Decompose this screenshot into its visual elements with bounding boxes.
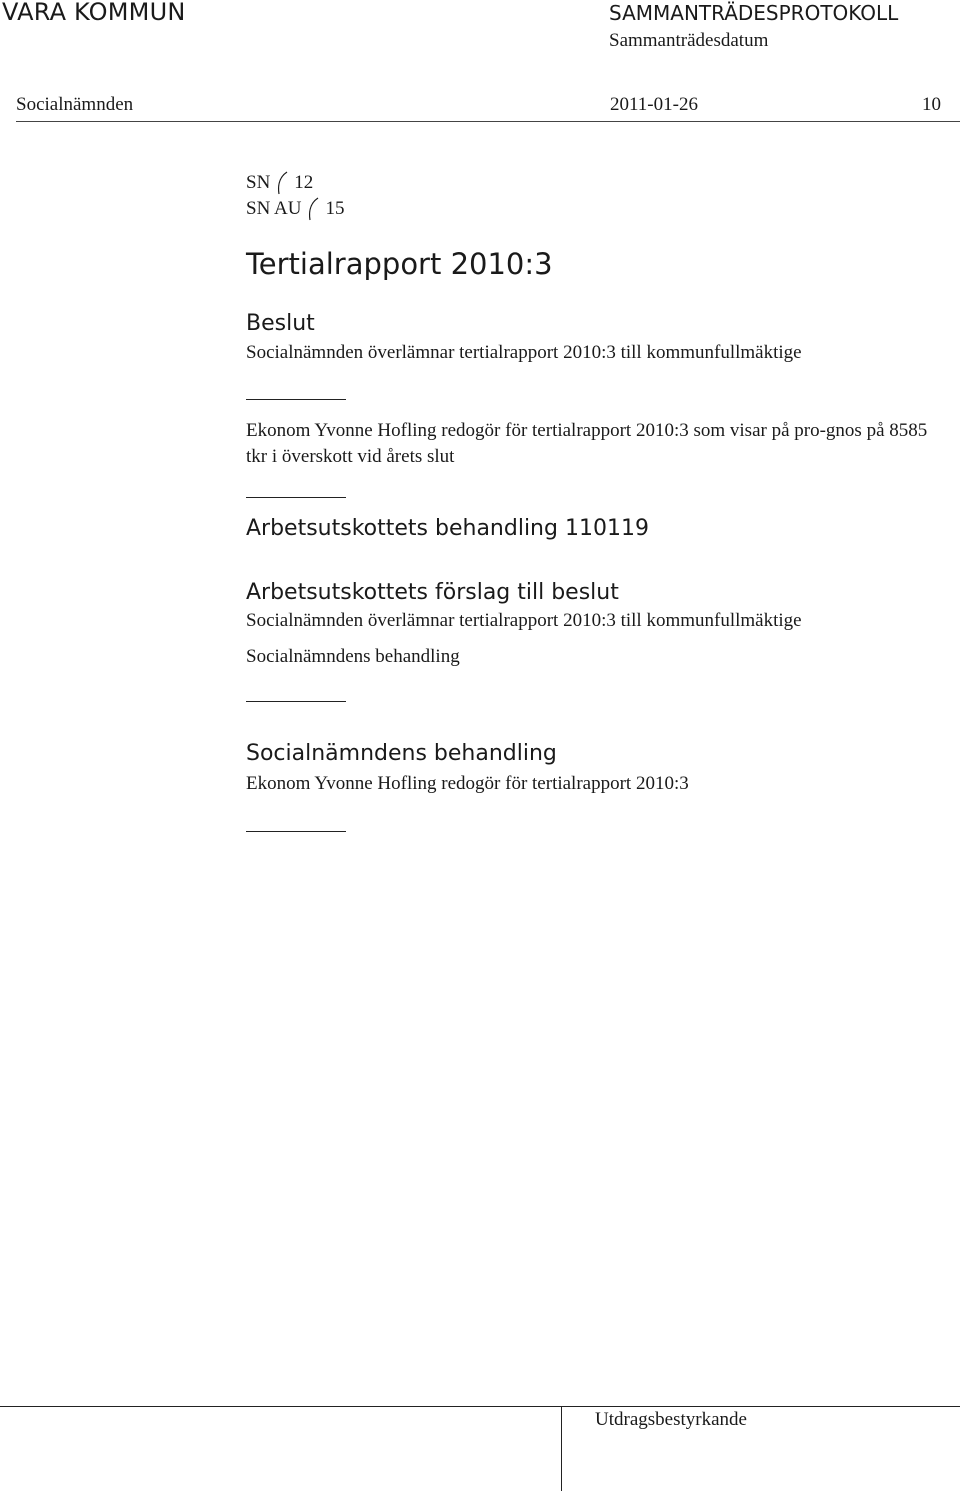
section-divider <box>246 701 346 702</box>
paragraph-sign-icon <box>307 196 321 222</box>
document-type: SAMMANTRÄDESPROTOKOLL <box>609 1 899 25</box>
footer-vertical-divider <box>561 1406 562 1491</box>
beslut-heading: Beslut <box>246 311 315 336</box>
au-heading: Arbetsutskottets behandling 110119 <box>246 516 649 541</box>
sn-reference <box>246 170 313 196</box>
section-divider <box>246 831 346 832</box>
header-divider <box>16 121 960 122</box>
sn-prefix: SN <box>246 172 271 193</box>
sn-text: Ekonom Yvonne Hofling redogör för tertialrapport 2010:3 <box>246 773 689 794</box>
footer-divider <box>0 1406 960 1407</box>
footer-label: Utdragsbestyrkande <box>595 1409 747 1430</box>
forslag-heading: Arbetsutskottets förslag till beslut <box>246 580 619 605</box>
sn-heading: Socialnämndens behandling <box>246 741 557 766</box>
report-text: Ekonom Yvonne Hofling redogör för tertialrapport 2010:3 som visar på pro-gnos på 8585 tkr i överskott vid årets slut <box>246 420 928 467</box>
document-subtitle: Sammanträdesdatum <box>609 30 769 51</box>
sn-au-reference <box>246 196 344 222</box>
document-title: Tertialrapport 2010:3 <box>246 247 553 281</box>
sn-au-prefix: SN AU <box>246 198 302 219</box>
sn-number: 12 <box>294 172 314 193</box>
forslag-text-secondary: Socialnämndens behandling <box>246 646 460 667</box>
section-divider <box>246 399 346 400</box>
forslag-text: Socialnämnden överlämnar tertialrapport 2010:3 till kommunfullmäktige <box>246 610 802 631</box>
beslut-text: Socialnämnden överlämnar tertialrapport 2010:3 till kommunfullmäktige <box>246 342 802 363</box>
header-body-name: Socialnämnden <box>16 94 134 115</box>
section-divider <box>246 497 346 498</box>
page-number: 10 <box>922 94 941 115</box>
sn-au-number: 15 <box>325 198 345 219</box>
paragraph-sign-icon <box>276 170 290 196</box>
header-date: 2011-01-26 <box>610 94 698 115</box>
org-name: VARA KOMMUN <box>2 0 186 26</box>
